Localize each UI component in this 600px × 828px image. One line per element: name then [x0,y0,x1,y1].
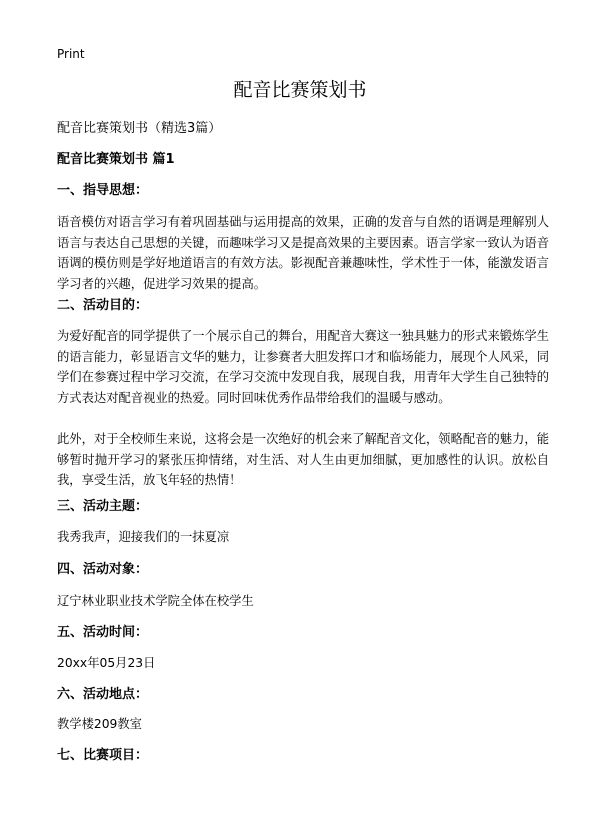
section-text-activity-theme: 我秀我声，迎接我们的一抹夏凉 [57,530,230,544]
page-title: 配音比赛策划书 [233,79,367,101]
section-heading-activity-purpose: 二、活动目的： [57,298,149,313]
section-heading-activity-location: 六、活动地点： [57,687,149,702]
section-heading-guiding-ideology: 一、指导思想： [57,183,149,198]
section-paragraph-activity-purpose: 为爱好配音的同学提供了一个展示自己的舞台，用配音大赛这一独具魅力的形式来锻炼学生的语言能力，彰显语言文华的魅力，让参赛者大胆发挥口才和临场能力，展现个人风采，同学们在参赛过程中学习交流，在学习交流中发现自我，展现自我，用青年大学生自己独特的方式表达对配音视业的热爱。同时回味优秀作品带给我们的温暖与感动。 [57,329,549,405]
section-text-activity-location: 教学楼209教室 [57,717,142,731]
section-paragraph-activity-purpose-extra: 此外，对于全校师生来说，这将会是一次绝好的机会来了解配音文化，领略配音的魅力，能够暂时抛开学习的紧张压抑情绪，对生活、对人生由更加细腻，更加感性的认识。放松自我，享受生活，放飞年轻的热情！ [57,432,549,488]
section-heading-activity-time: 五、活动时间： [57,625,149,640]
article-heading: 配音比赛策划书 篇1 [57,152,175,167]
section-heading-competition-items: 七、比赛项目： [57,748,149,763]
print-link[interactable]: Print [57,47,85,61]
section-text-activity-audience: 辽宁林业职业技术学院全体在校学生 [57,594,254,608]
section-paragraph-guiding-ideology: 语音模仿对语言学习有着巩固基础与运用提高的效果，正确的发音与自然的语调是理解别人语言与表达自己思想的关键，而趣味学习又是提高效果的主要因素。语言学家一致认为语音语调的模仿则是学好地道语言的有效方法。影视配音兼趣味性，学术性于一体，能激发语言学习者的兴趣，促进学习效果的提高。 [57,215,549,291]
section-heading-activity-theme: 三、活动主题： [57,499,149,514]
document-subtitle: 配音比赛策划书（精选3篇） [57,121,222,136]
section-text-activity-time: 20xx年05月23日 [57,656,156,670]
section-heading-activity-audience: 四、活动对象： [57,562,149,577]
